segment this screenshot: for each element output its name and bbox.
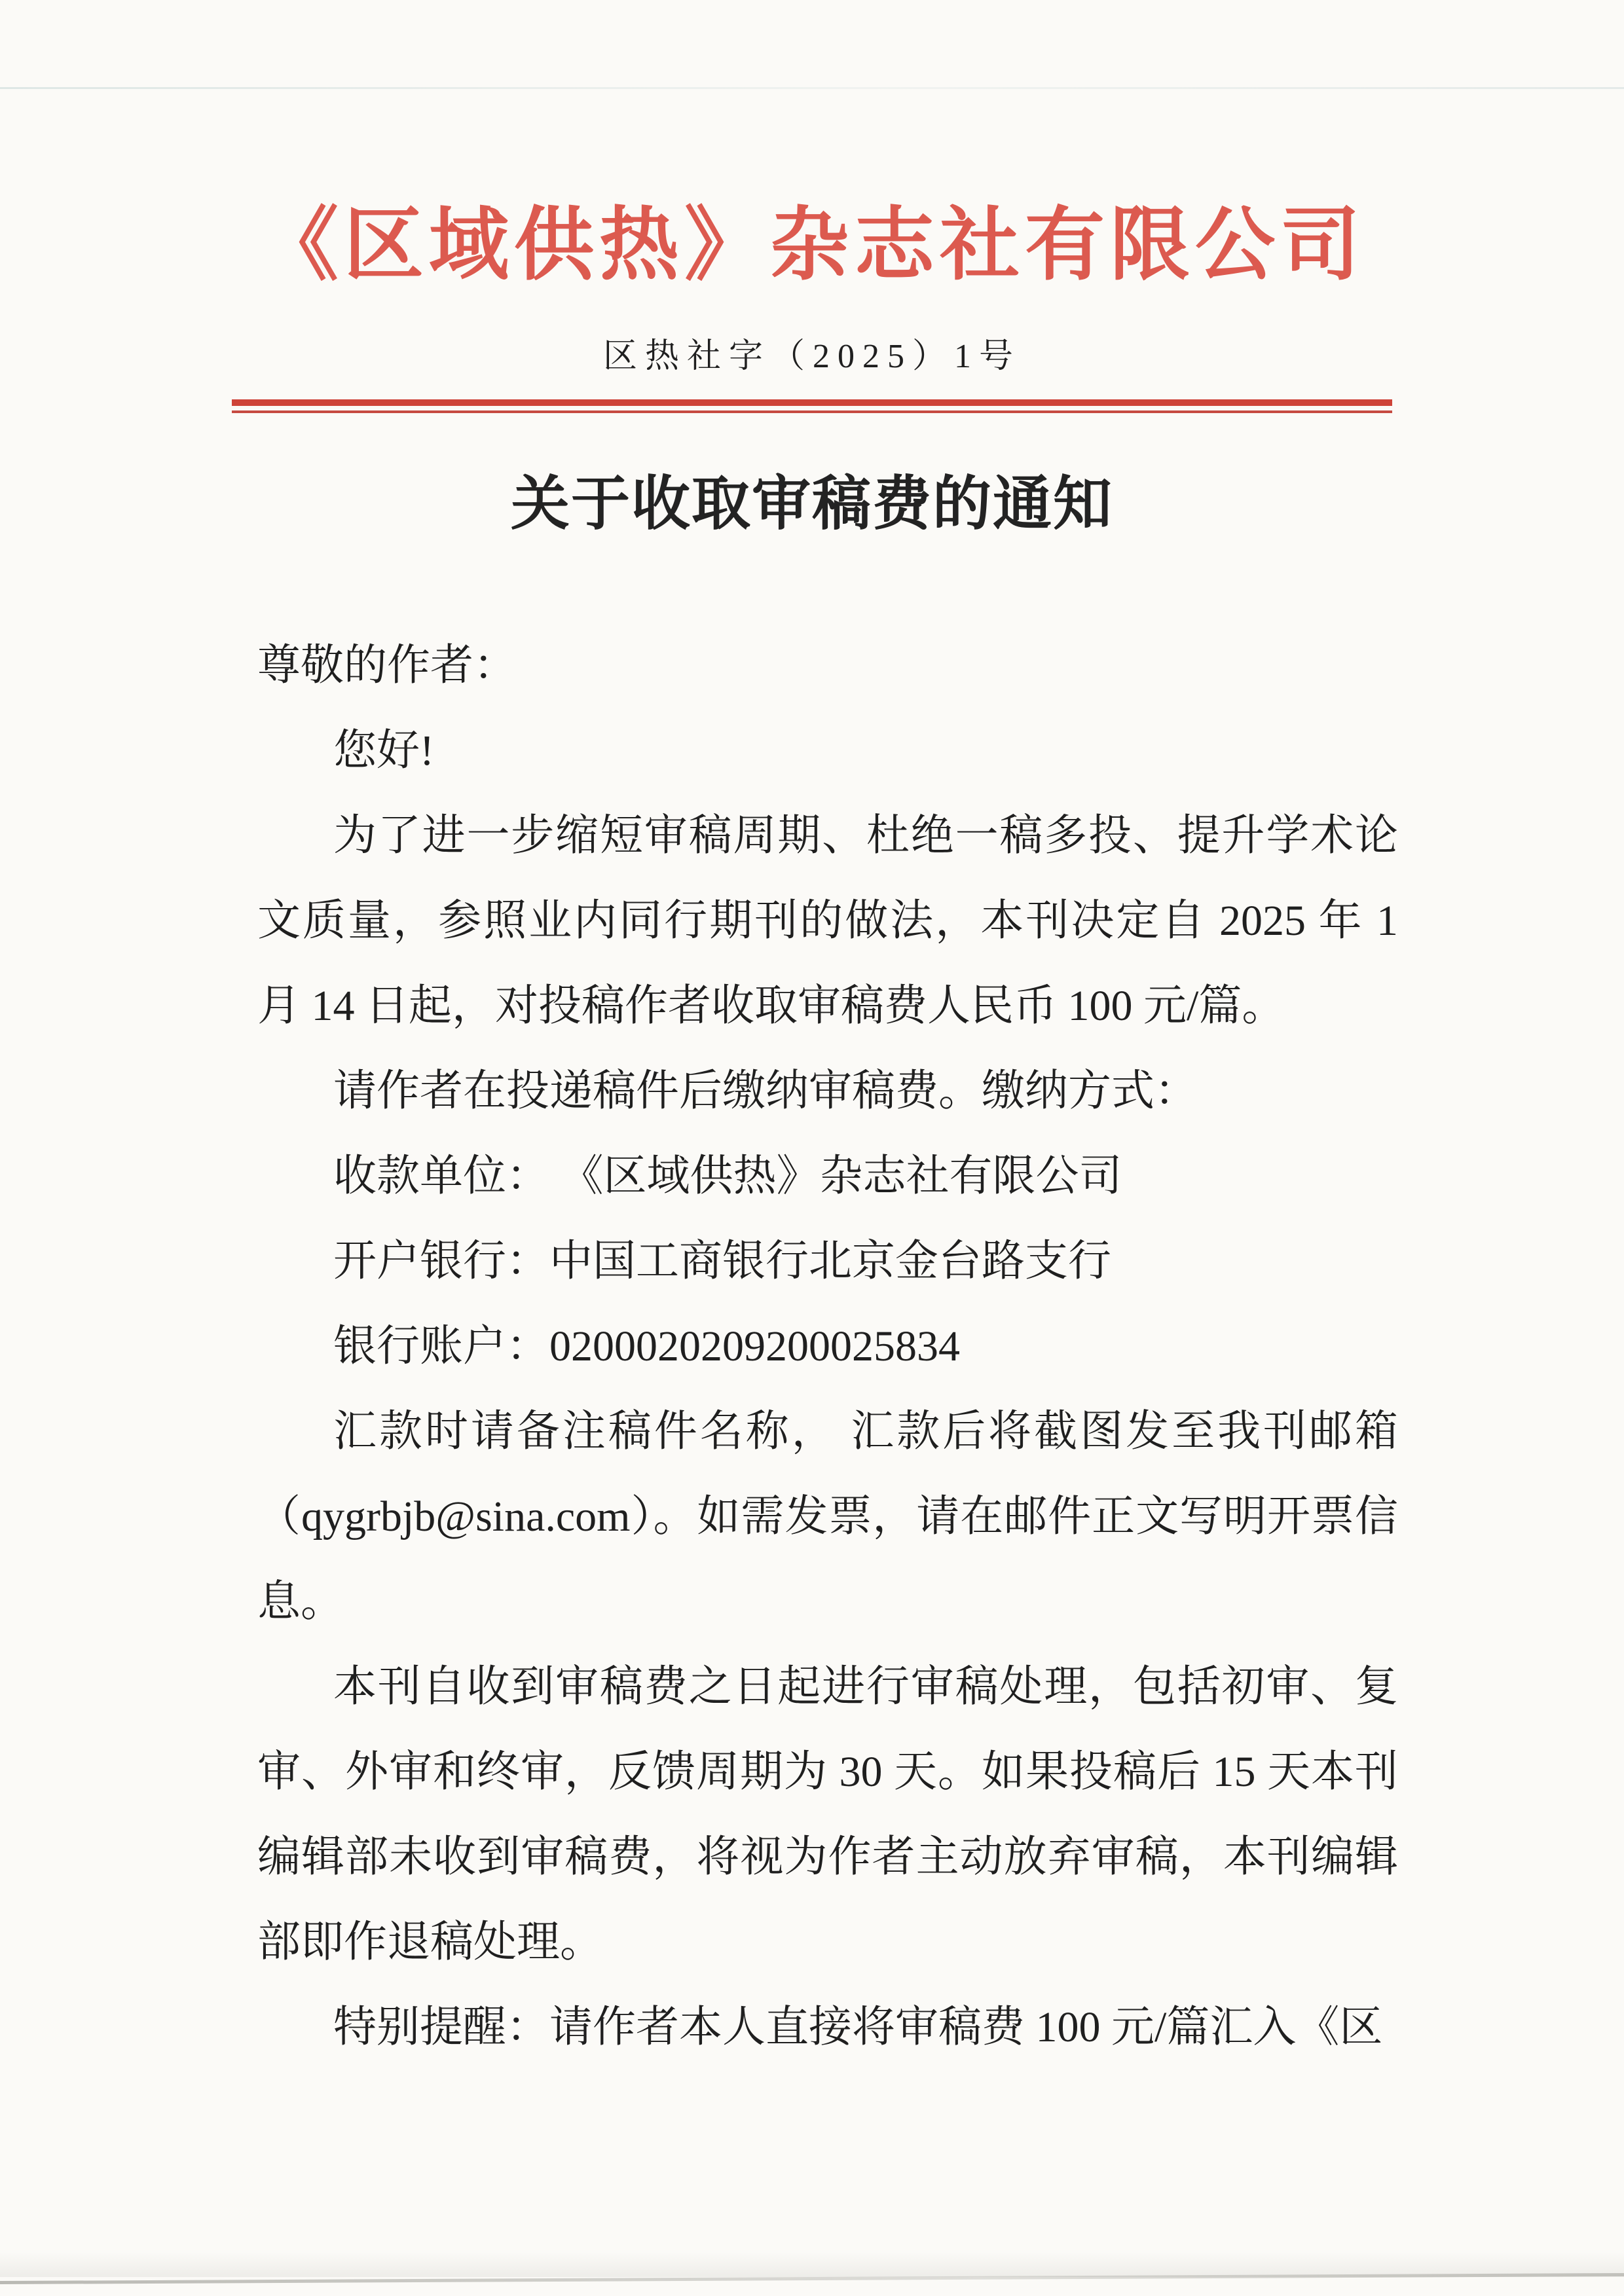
red-divider-thick-rule — [232, 399, 1392, 406]
scan-artifact-bottom-haze — [0, 2252, 1624, 2277]
salutation: 尊敬的作者： — [257, 642, 517, 689]
publisher-masthead: 《区域供热》杂志社有限公司 — [259, 202, 1365, 290]
scan-artifact-top-line — [0, 87, 1624, 89]
body-paragraph-payee: 收款单位： 《区域供热》杂志社有限公司 — [333, 1152, 1122, 1200]
body-paragraph-remittance-note: 汇款时请备注稿件名称， 汇款后将截图发至我刊邮箱（qygrbjb@sina.com）。如需发票，请在邮件正文写明开票信息。 — [257, 1408, 1398, 1626]
body-paragraph-bank: 开户银行：中国工商银行北京金台路支行 — [333, 1237, 1111, 1285]
body-paragraph-payment-intro: 请作者在投递稿件后缴纳审稿费。缴纳方式： — [333, 1067, 1198, 1115]
body-paragraph-policy: 为了进一步缩短审稿周期、杜绝一稿多投、提升学术论文质量，参照业内同行期刊的做法，本刊决定自 2025 年 1 月 14 日起，对投稿作者收取审稿费人民币 100 元/篇。 — [257, 812, 1398, 1030]
red-divider-thin-rule — [232, 410, 1392, 413]
notice-body — [257, 623, 1398, 2070]
red-divider-gap — [232, 406, 1392, 410]
body-paragraph-special-reminder: 特别提醒：请作者本人直接将审稿费 100 元/篇汇入《区 — [333, 2003, 1383, 2051]
body-paragraph-review-process: 本刊自收到审稿费之日起进行审稿处理，包括初审、复审、外审和终审，反馈周期为 30 天。如果投稿后 15 天本刊编辑部未收到审稿费，将视为作者主动放弃审稿，本刊编辑部即作退稿处理。 — [257, 1663, 1398, 1966]
notice-title: 关于收取审稿费的通知 — [511, 472, 1113, 537]
body-paragraph-greeting: 您好! — [333, 727, 434, 774]
body-paragraph-account: 银行账户：0200020209200025834 — [333, 1322, 960, 1370]
red-divider — [232, 399, 1392, 413]
document-number: 区热社字（2025）1号 — [602, 338, 1021, 375]
